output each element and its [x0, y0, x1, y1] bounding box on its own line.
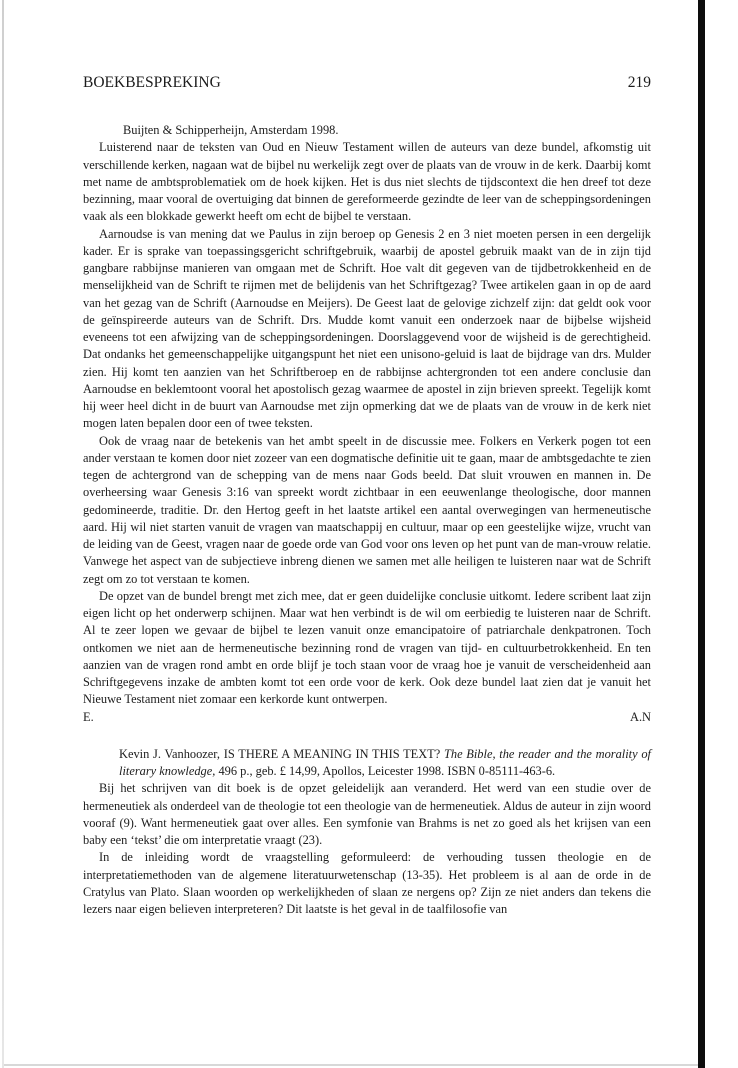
- book-entry: [119, 746, 651, 781]
- section-gap: [83, 726, 651, 746]
- review-paragraph: Aarnoudse is van mening dat we Paulus in zijn beroep op Genesis 2 en 3 niet moeten persen in een dergelijk kader. Er is sprake van toepassingsgericht schriftgebruik, waarbij de apostel gebruik maakt van de in zijn tijd gangbare rabbijnse manieren van omgaan met de Schrift. Hoe valt dit gegeven van de tijdbetrokkenheid en de menselijkheid van de Schrift te rijmen met de belijdenis van het Schriftgezag? Twee artikelen gaan in op de aard van het gezag van de Schrift (Aarnoudse en Meijers). De Geest laat de gelovige zichzelf zijn: dat geldt ook voor de geïnspireerde auteurs van de Schrift. Drs. Mudde komt vanuit een onderzoek naar de bijbelse wijsheid eveneens tot een afwijzing van de scheppingsordeningen. Doorslaggevend voor de wijsheid is de gerechtigheid. Dat ondanks het gemeenschappelijke uitgangspunt het niet een unisono-geluid is laat de bijdrage van drs. Mulder zien. Hij komt ten aanzien van het Schriftberoep en de rabbijnse achtergronden tot een andere conclusie dan Aarnoudse en beklemtoont vooral het apostolisch gezag waarmee de apostel in zijn brieven spreekt. Tegelijk komt hij weer heel dicht in de buurt van Aarnoudse met zijn opmerking dat we de plaats van de vrouw in de kerk niet mogen laten bepalen door een of twee teksten.: [83, 226, 651, 431]
- book-subtitle: The Bible, the reader and the morality of literary knowledge,: [119, 746, 651, 778]
- review-signoff: [83, 709, 651, 726]
- page-left-edge: [2, 0, 4, 1068]
- review-paragraph: Ook de vraag naar de betekenis van het ambt speelt in de discussie mee. Folkers en Verkerk pogen tot een ander verstaan te komen door niet zozeer van een dogmatische definitie uit te gaan, maar de ambtsgedachte te zien tegen de achtergrond van de schepping van de mens naar Gods beeld. Dat sluit vrouwen en mannen in. De overheersing waar Genesis 3:16 van spreekt wordt zichtbaar in een eeuwenlange theologische, door mannen gedomineerde, traditie. Dr. den Hertog geeft in het laatste artikel een aantal overwegingen van hermeneutische aard. Hij wil niet starten vanuit de vragen van maatschappij en cultuur, maar op een geestelijke wijze, vrucht van de leiding van de Geest, vragen naar de goede orde van God voor ons leven op het punt van de man-vrouw relatie. Vanwege het aspect van de subjectieve inbreng dienen we samen met alle heiligen te luisteren naar wat de Schrift zegt om zo tot verstaan te komen.: [83, 433, 651, 586]
- running-head: [83, 74, 651, 100]
- review-paragraph: De opzet van de bundel brengt met zich mee, dat er geen duidelijke conclusie uitkomt. Iedere scribent laat zijn eigen licht op het onderwerp schijnen. Maar wat hen verbindt is de wil om eerbiedig te luisteren naar de Schrift. Al te zeer lopen we gevaar de bijbel te lezen vanuit onze emancipatoire of patriarchale denkpatronen. Toch ontkomen we niet aan de hermeneutische bezinning rond de vragen van tijd- en cultuurbetrokkenheid. En ten aanzien van de vragen rond ambt en orde blijf je toch staan voor de vraag hoe je vanuit de verscheidenheid aan Schriftgegevens inzake de ambten komt tot een orde voor de kerk. Ook deze bundel laat zien dat je vanuit het Nieuwe Testament niet zomaar een kerkorde kunt ontwerpen.: [83, 588, 651, 707]
- review-paragraph: In de inleiding wordt de vraagstelling geformuleerd: de verhouding tussen theologie en de interpretatiemethoden van de algemene literatuurwetenschap (13-35). Het probleem is al aan de orde in de Cratylus van Plato. Slaan woorden op werkelijkheden of slaan ze nergens op? Zijn ze niet anders dan tekens die lezers naar eigen believen interpreteren? Dit laatste is het geval in de taalfilosofie van: [83, 850, 651, 916]
- book-details: 496 p., geb. £ 14,99, Apollos, Leicester 1998. ISBN 0-85111-463-6.: [218, 764, 556, 778]
- publisher-line: Buijten & Schipperheijn, Amsterdam 1998.: [123, 123, 339, 137]
- reviewer-initials: A.N: [630, 709, 651, 724]
- page-bottom-edge: [4, 1064, 698, 1066]
- page-content: [83, 74, 651, 918]
- book-author-title: Kevin J. Vanhoozer, IS THERE A MEANING IN THIS TEXT?: [119, 746, 441, 761]
- page-number: 219: [627, 74, 651, 91]
- page-binding-shadow: [698, 0, 705, 1068]
- section-title: BOEKBESPREKING: [83, 74, 221, 91]
- review-bundel: [83, 122, 651, 709]
- signoff-left: E.: [83, 709, 94, 724]
- review-paragraph: Bij het schrijven van dit boek is de opzet geleidelijk aan veranderd. Het werd van een studie over de hermeneutiek als onderdeel van de theologie tot een theologie van de hermeneutiek. Aldus de auteur in zijn woord vooraf (9). Want hermeneutiek gaat over alles. Een symfonie van Brahms is net zo goed als het krijsen van een baby een ‘tekst’ die om interpretatie vraagt (23).: [83, 781, 651, 847]
- review-vanhoozer: [83, 780, 651, 918]
- review-paragraph: Luisterend naar de teksten van Oud en Nieuw Testament willen de auteurs van deze bundel, afkomstig uit verschillende kerken, nagaan wat de bijbel nu werkelijk zegt over de plaats van de vrouw in de kerk. Daarbij komt met name de ambtsproblematiek om de hoek kijken. Het is dus niet slechts de tijdscontext die hen dreef tot deze bezinning, maar vooral de overtuiging dat binnen de gereformeerde gezindte de leer van de scheppingsordeningen vaak als een blokkade gewerkt heeft om echt de bijbel te verstaan.: [83, 140, 651, 224]
